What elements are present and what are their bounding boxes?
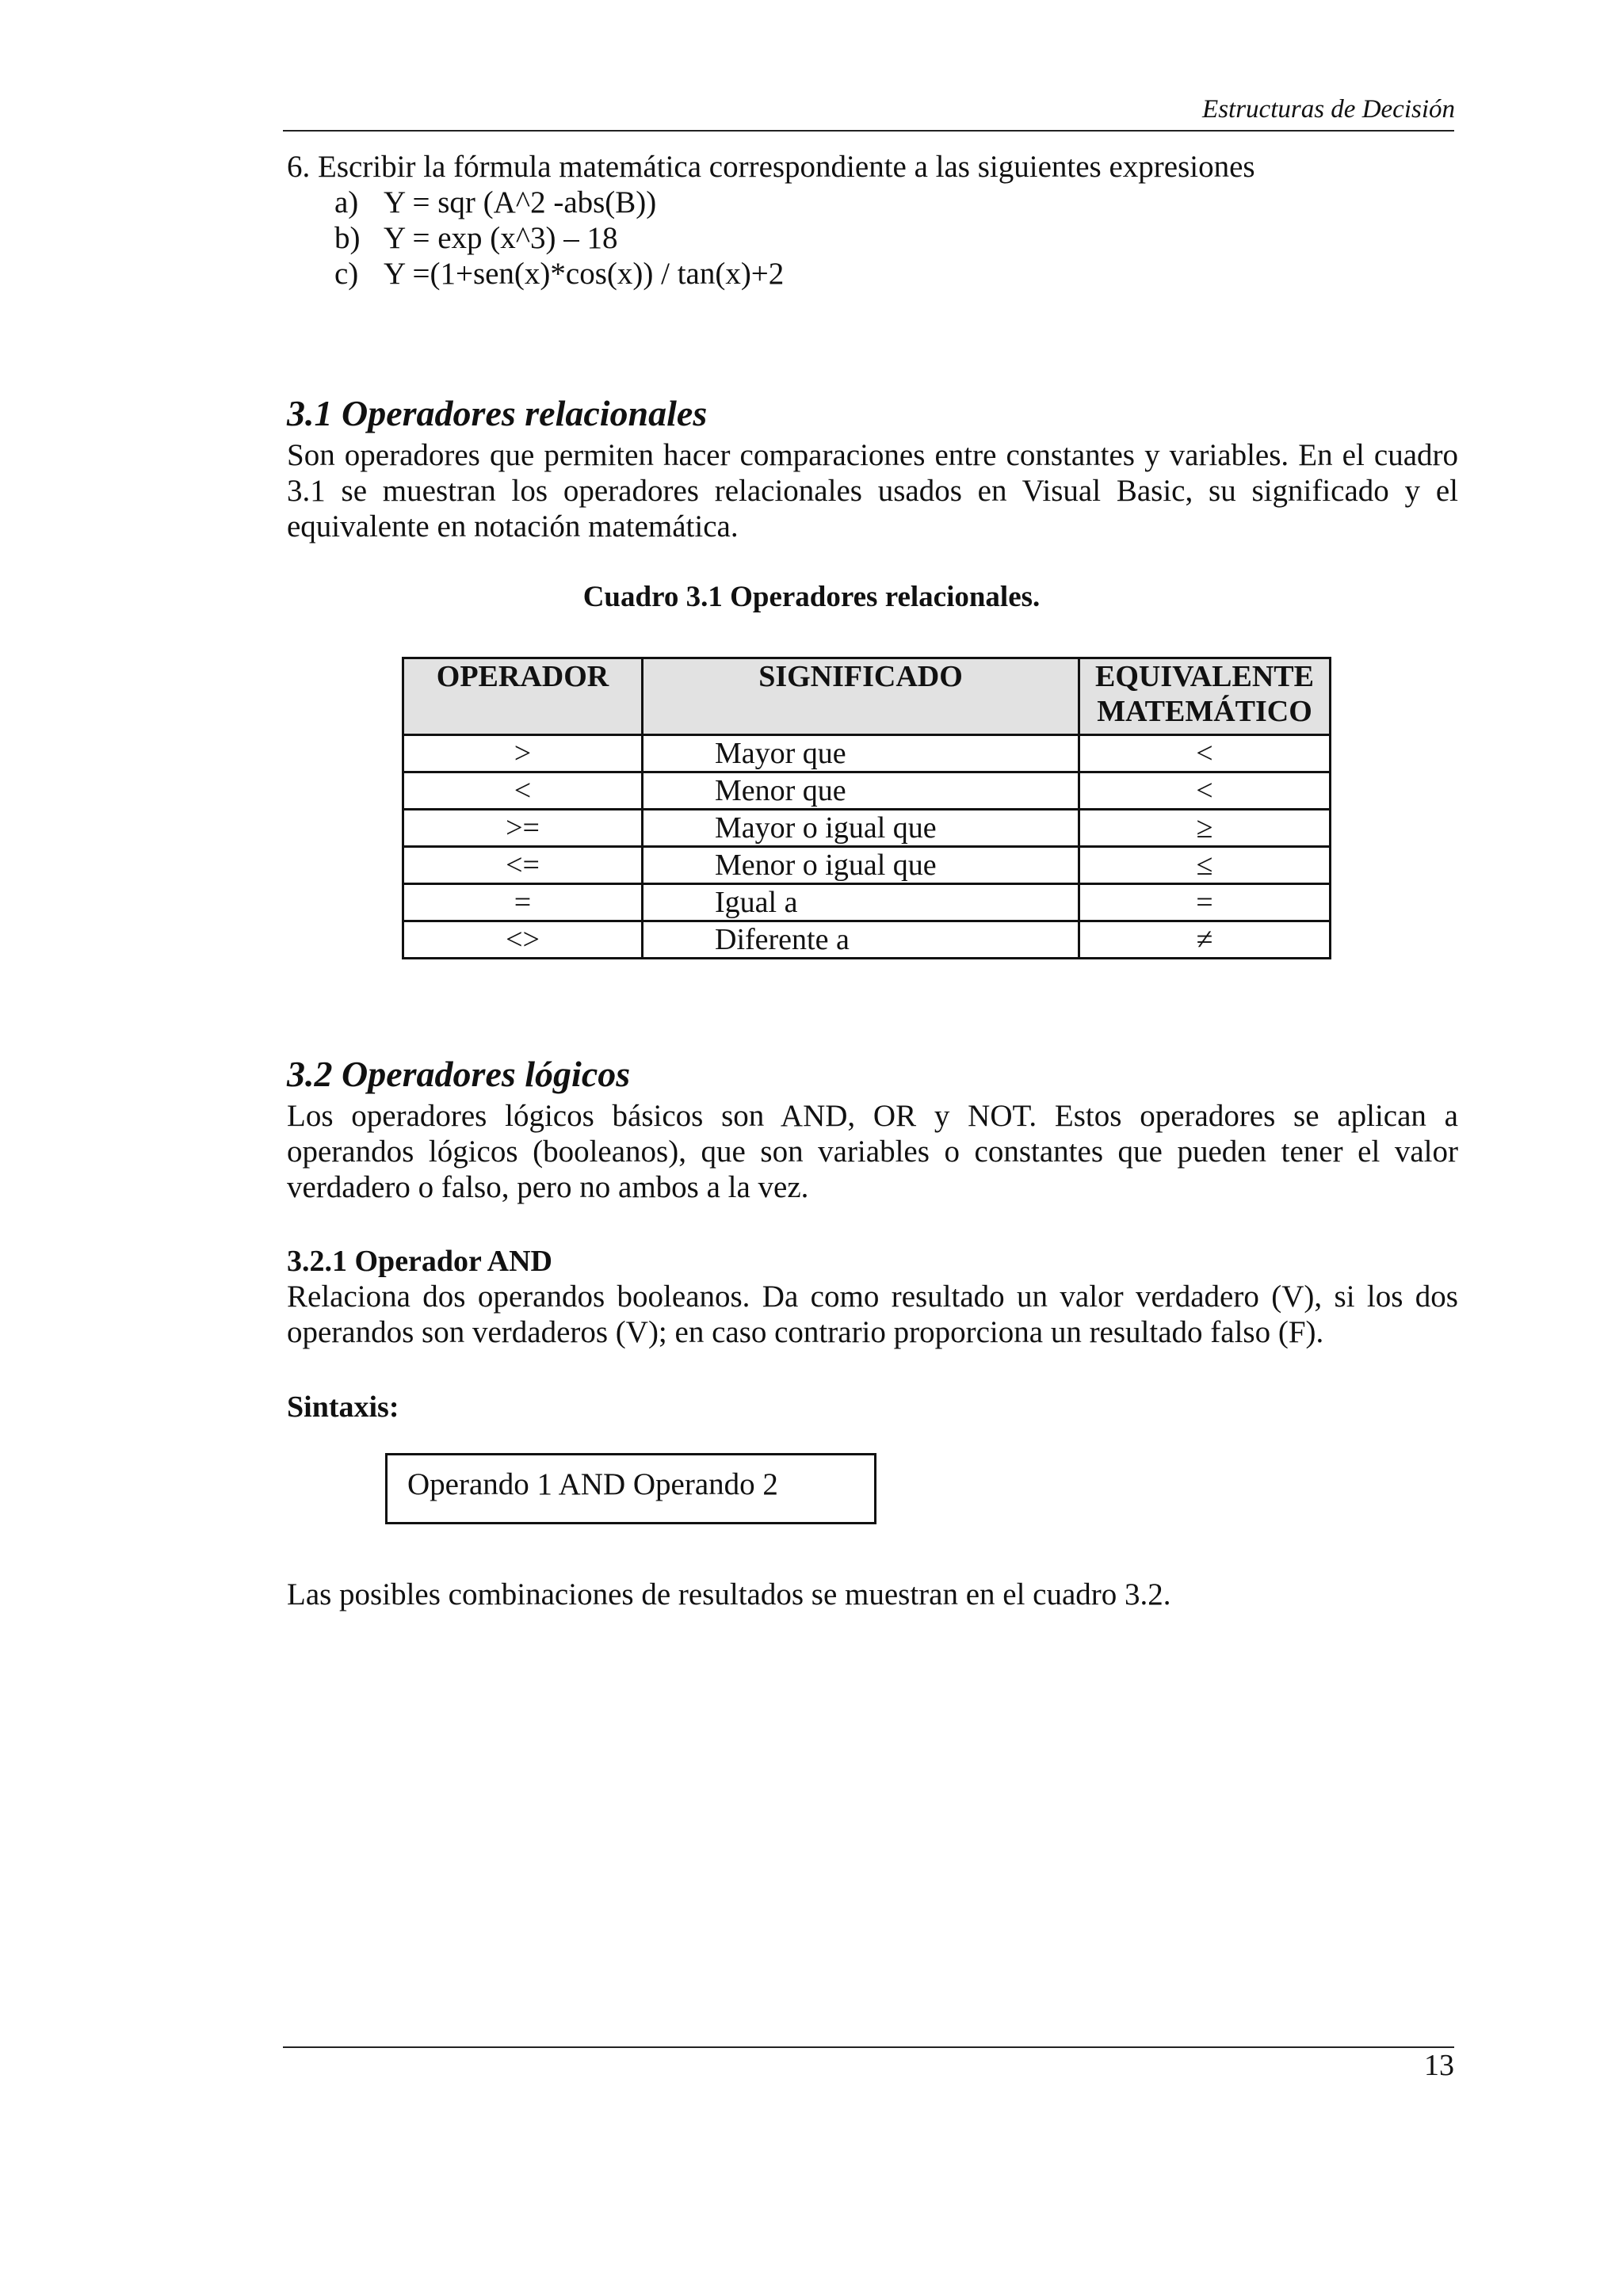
list-item bbox=[287, 220, 1458, 256]
table-row bbox=[403, 735, 1331, 772]
header-cell: EQUIVALENTE MATEMÁTICO bbox=[1079, 658, 1331, 735]
table-cell: < bbox=[1079, 735, 1331, 772]
syntax-box bbox=[385, 1453, 876, 1524]
syntax-text: Operando 1 AND Operando 2 bbox=[407, 1467, 778, 1501]
running-header: Estructuras de Decisión bbox=[1202, 95, 1455, 124]
item-label: a) bbox=[334, 185, 359, 219]
table-cell: Mayor o igual que bbox=[643, 810, 1079, 847]
section-heading-3-2-1: 3.2.1 Operador AND bbox=[287, 1245, 552, 1278]
table-cell: >= bbox=[403, 810, 643, 847]
table-cell: < bbox=[1079, 772, 1331, 810]
table-cell: Igual a bbox=[643, 884, 1079, 921]
header-cell: SIGNIFICADO bbox=[643, 658, 1079, 735]
item-text: Y = exp (x^3) – 18 bbox=[384, 221, 618, 255]
table-cell: <= bbox=[403, 847, 643, 884]
table-cell: = bbox=[1079, 884, 1331, 921]
table-cell: Mayor que bbox=[643, 735, 1079, 772]
item-text: Y = sqr (A^2 -abs(B)) bbox=[384, 185, 657, 219]
footer-rule bbox=[283, 2046, 1454, 2048]
table-caption: Cuadro 3.1 Operadores relacionales. bbox=[582, 581, 1041, 613]
table-cell: Menor o igual que bbox=[643, 847, 1079, 884]
list-item bbox=[287, 256, 1458, 292]
table-row bbox=[403, 921, 1331, 959]
table-row bbox=[403, 772, 1331, 810]
exercise-list bbox=[287, 185, 1458, 292]
section-3-1-paragraph: Son operadores que permiten hacer comparaciones entre constantes y variables. En el cuadro 3.1 se muestran los operadores relacionales usados en Visual Basic, su significado y el equivalente en notación matemática. bbox=[287, 438, 1458, 543]
table-cell: ≥ bbox=[1079, 810, 1331, 847]
table-row bbox=[403, 810, 1331, 847]
section-heading-3-1: 3.1 Operadores relacionales bbox=[287, 393, 708, 433]
list-item bbox=[287, 185, 1458, 220]
item-label: b) bbox=[334, 221, 361, 255]
table-cell: Diferente a bbox=[643, 921, 1079, 959]
table-row bbox=[403, 847, 1331, 884]
table-header-row bbox=[403, 658, 1331, 735]
page-number: 13 bbox=[1424, 2049, 1454, 2082]
item-label: c) bbox=[334, 257, 359, 291]
table-row bbox=[403, 884, 1331, 921]
table-cell: = bbox=[403, 884, 643, 921]
section-heading-3-2: 3.2 Operadores lógicos bbox=[287, 1054, 631, 1094]
table-cell: ≤ bbox=[1079, 847, 1331, 884]
syntax-label: Sintaxis: bbox=[287, 1390, 399, 1424]
table-cell: Menor que bbox=[643, 772, 1079, 810]
section-3-2-1-paragraph: Relaciona dos operandos booleanos. Da como resultado un valor verdadero (V), si los dos operandos son verdaderos (V); en caso contrario proporciona un resultado falso (F). bbox=[287, 1280, 1458, 1349]
section-3-2-paragraph: Los operadores lógicos básicos son AND, OR y NOT. Estos operadores se aplican a operandos lógicos (booleanos), que son variables o constantes que pueden tener el valor verdadero o falso, pero no ambos a la vez. bbox=[287, 1099, 1458, 1204]
relational-operators-table bbox=[402, 657, 1331, 959]
exercise-block bbox=[287, 149, 1458, 292]
table-cell: ≠ bbox=[1079, 921, 1331, 959]
item-text: Y =(1+sen(x)*cos(x)) / tan(x)+2 bbox=[384, 257, 785, 291]
table-cell: <> bbox=[403, 921, 643, 959]
table-cell: < bbox=[403, 772, 643, 810]
table-cell: > bbox=[403, 735, 643, 772]
closing-paragraph: Las posibles combinaciones de resultados se muestran en el cuadro 3.2. bbox=[287, 1577, 1171, 1611]
header-rule bbox=[283, 130, 1454, 132]
header-cell: OPERADOR bbox=[403, 658, 643, 735]
exercise-prompt: 6. Escribir la fórmula matemática correspondiente a las siguientes expresiones bbox=[287, 150, 1255, 184]
